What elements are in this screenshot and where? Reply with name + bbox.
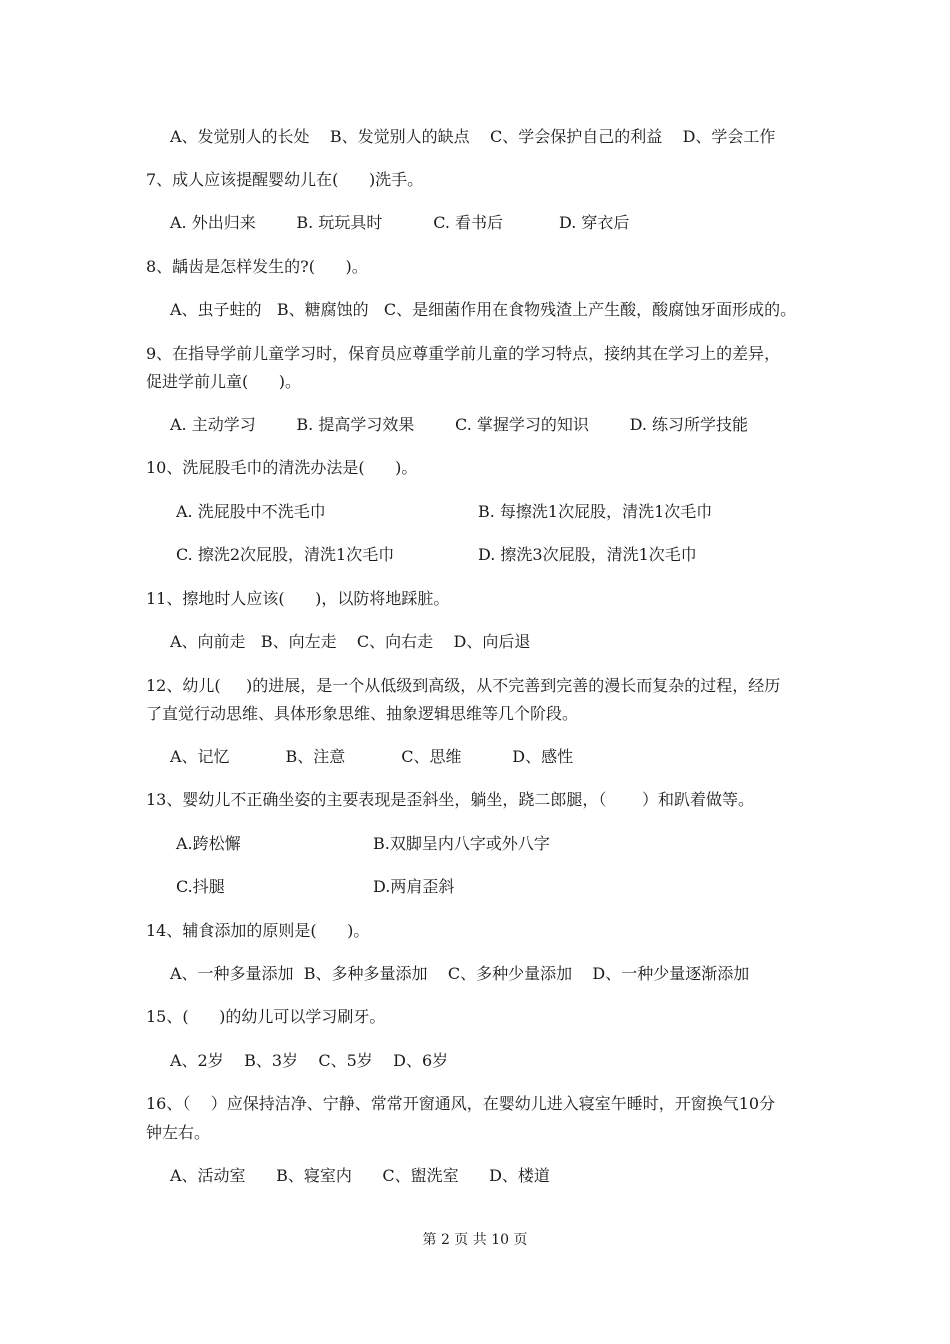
question-10-stem: 10、洗屁股毛巾的清洗办法是( )。 [146, 458, 418, 477]
question-13-option-b: B.双脚呈内八字或外八字 [373, 834, 550, 853]
question-13-option-d: D.两肩歪斜 [373, 877, 455, 896]
question-12-stem-line1: 12、幼儿( )的进展，是一个从低级到高级，从不完善到完善的漫长而复杂的过程，经历 [146, 676, 781, 695]
question-7-stem: 7、成人应该提醒婴幼儿在( )洗手。 [146, 170, 424, 189]
question-15-options: A、2岁 B、3岁 C、5岁 D、6岁 [170, 1051, 449, 1070]
question-13-option-c: C.抖腿 [176, 877, 225, 896]
question-13-option-a: A.跨松懈 [176, 834, 241, 853]
question-15-stem: 15、( )的幼儿可以学习刷牙。 [146, 1007, 386, 1026]
question-8-options: A、虫子蛀的 B、糖腐蚀的 C、是细菌作用在食物残渣上产生酸，酸腐蚀牙面形成的。 [170, 300, 797, 319]
question-10-option-c: C. 擦洗2次屁股，清洗1次毛巾 [176, 545, 395, 564]
question-9-stem-line1: 9、在指导学前儿童学习时，保育员应尊重学前儿童的学习特点，接纳其在学习上的差异， [146, 344, 781, 363]
question-9-stem-line2: 促进学前儿童( )。 [146, 372, 302, 391]
page-footer: 第 2 页 共 10 页 [422, 1232, 528, 1248]
question-12-stem-line2: 了直觉行动思维、具体形象思维、抽象逻辑思维等几个阶段。 [146, 704, 579, 723]
question-16-stem-line2: 钟左右。 [146, 1123, 211, 1142]
question-14-stem: 14、辅食添加的原则是( )。 [146, 921, 370, 940]
question-11-stem: 11、擦地时人应该( )，以防将地踩脏。 [146, 589, 450, 608]
question-11-options: A、向前走 B、向左走 C、向右走 D、向后退 [170, 632, 531, 651]
question-8-stem: 8、龋齿是怎样发生的?( )。 [146, 257, 368, 276]
question-7-options: A. 外出归来 B. 玩玩具时 C. 看书后 D. 穿衣后 [170, 213, 630, 232]
question-10-option-a: A. 洗屁股中不洗毛巾 [176, 502, 326, 521]
question-13-stem: 13、婴幼儿不正确坐姿的主要表现是歪斜坐，躺坐，跷二郎腿，（ ）和趴着做等。 [146, 790, 754, 809]
question-16-stem-line1: 16、（ ）应保持洁净、宁静、常常开窗通风，在婴幼儿进入寝室午睡时，开窗换气10分 [146, 1094, 776, 1113]
question-10-option-b: B. 每擦洗1次屁股，清洗1次毛巾 [478, 502, 713, 521]
question-6-options: A、发觉别人的长处 B、发觉别人的缺点 C、学会保护自己的利益 D、学会工作 [170, 127, 776, 146]
question-10-option-d: D. 擦洗3次屁股，清洗1次毛巾 [478, 545, 697, 564]
question-14-options: A、一种多量添加 B、多种多量添加 C、多种少量添加 D、一种少量逐渐添加 [170, 964, 750, 983]
question-16-options: A、活动室 B、寝室内 C、盥洗室 D、楼道 [170, 1166, 550, 1185]
question-9-options: A. 主动学习 B. 提高学习效果 C. 掌握学习的知识 D. 练习所学技能 [170, 415, 748, 434]
question-12-options: A、记忆 B、注意 C、思维 D、感性 [170, 747, 574, 766]
